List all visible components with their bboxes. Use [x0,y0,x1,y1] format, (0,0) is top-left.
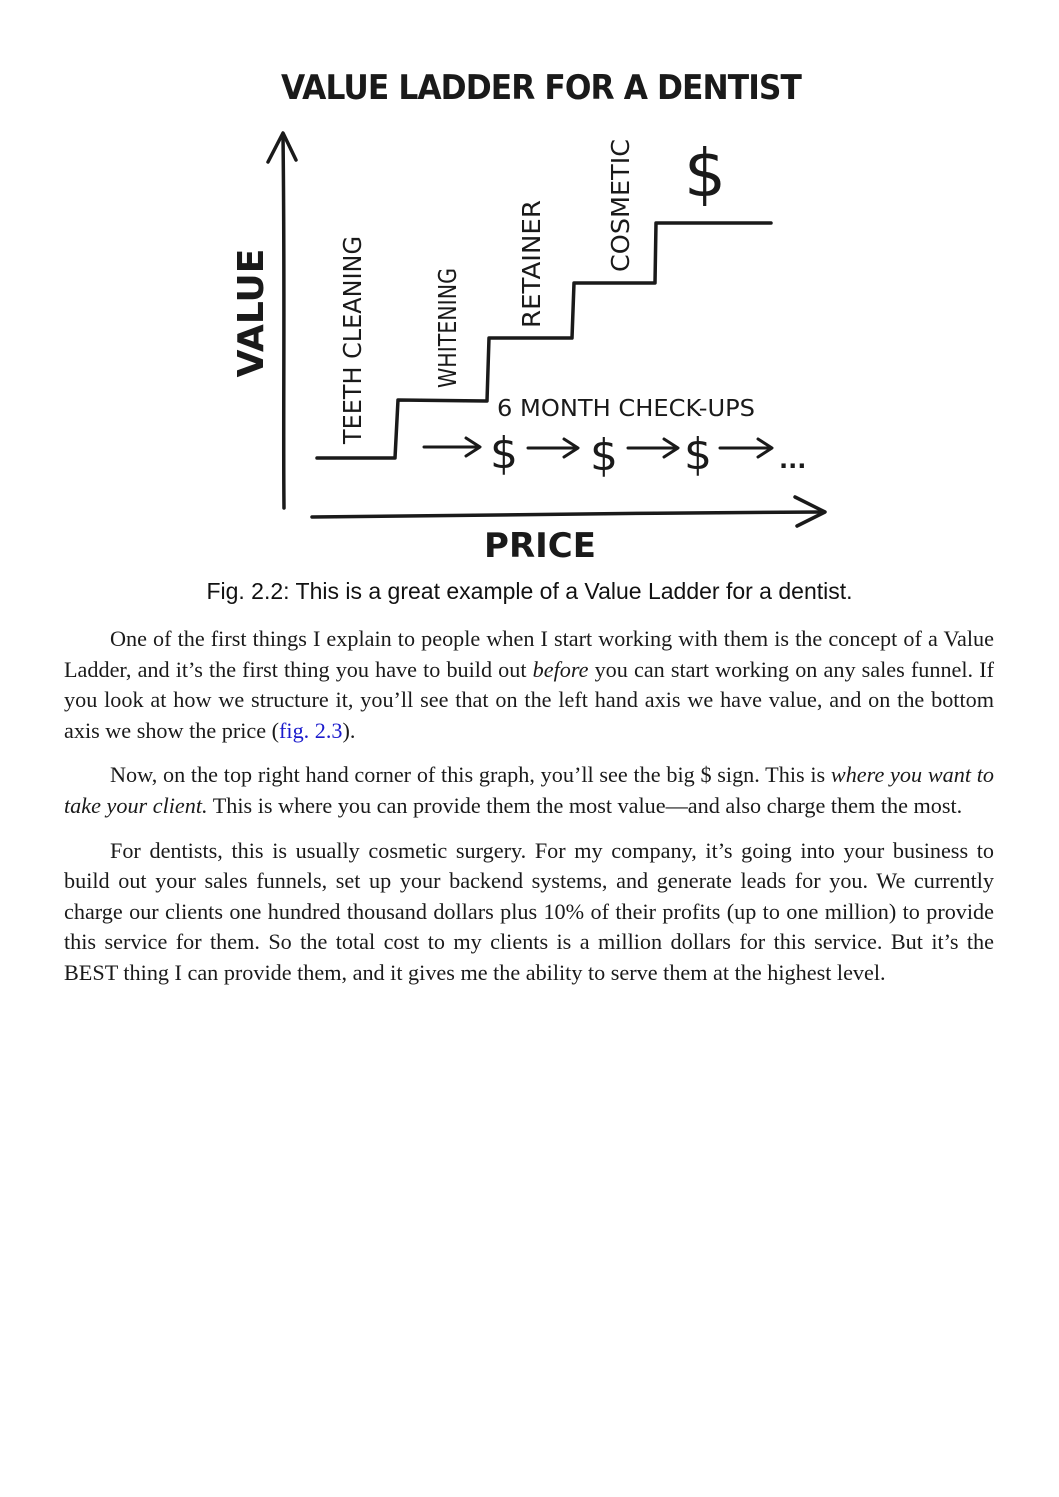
paragraph-1-part-c: you can start working on any sales funnel. If you look at how we structure it, you’ll see that on the left hand axis we have value, and on the bottom axis we show the price ( [64,656,994,743]
x-axis-label: PRICE [484,526,596,566]
checkup-dollar-1: $ [490,428,518,479]
checkup-dollar-2: $ [590,430,618,481]
paragraph-1 [64,624,994,746]
x-axis-line [312,512,822,517]
top-dollar-sign: $ [684,135,726,212]
checkup-arrow-1 [424,438,480,456]
value-ladder-figure [0,0,1059,570]
paragraph-1-emphasis: before [532,656,589,682]
step-label-whitening: WHITENING [433,241,462,388]
paragraph-3: For dentists, this is usually cosmetic surgery. For my company, it’s going into your business to build out your sales funnels, set up your backend systems, and generate leads for you. We currently charge our clients one hundred thousand dollars plus 10% of their profits (up to one million) to provide this service for them. So the total cost to my clients is a million dollars for this service. But it’s the BEST thing I can provide them, and it gives me the ability to serve them at the highest level. [64,837,994,985]
checkup-dollar-3: $ [684,429,712,480]
checkup-arrow-4 [720,439,772,457]
paragraph-1-part-a: One of the first things I explain to people when I start working with them is the concept of a Value Ladder, and it’s the first thing you have to build out [64,626,994,682]
checkup-arrow-2 [528,439,578,457]
y-axis-label: VALUE [231,248,272,378]
paragraph-2-emphasis: where you want to take your client. [64,762,994,818]
step-label-retainer: RETAINER [517,205,546,328]
paragraph-2 [64,760,994,821]
figure-title: VALUE LADDER FOR A DENTIST [281,68,803,108]
figure-reference-link[interactable]: fig. 2.3 [279,717,343,743]
step-label-teeth-cleaning: TEETH CLEANING [338,226,367,444]
figure-caption: Fig. 2.2: This is a great example of a Value Ladder for a dentist. [206,578,853,604]
value-ladder-drawing [0,0,1059,570]
paragraph-2-part-c: This is where you can provide them the most value—and also charge them the most. [207,792,963,818]
body-text [64,624,994,1003]
checkups-label: 6 MONTH CHECK-UPS [497,396,755,422]
checkup-ellipsis: ... [779,446,807,474]
step-label-cosmetic: COSMETIC [606,141,635,272]
checkup-arrow-3 [628,439,678,457]
paragraph-2-part-a: Now, on the top right hand corner of this graph, you’ll see the big $ sign. This is [110,762,831,788]
y-axis-line [283,135,284,508]
paragraph-1-part-d: ). [342,717,356,743]
